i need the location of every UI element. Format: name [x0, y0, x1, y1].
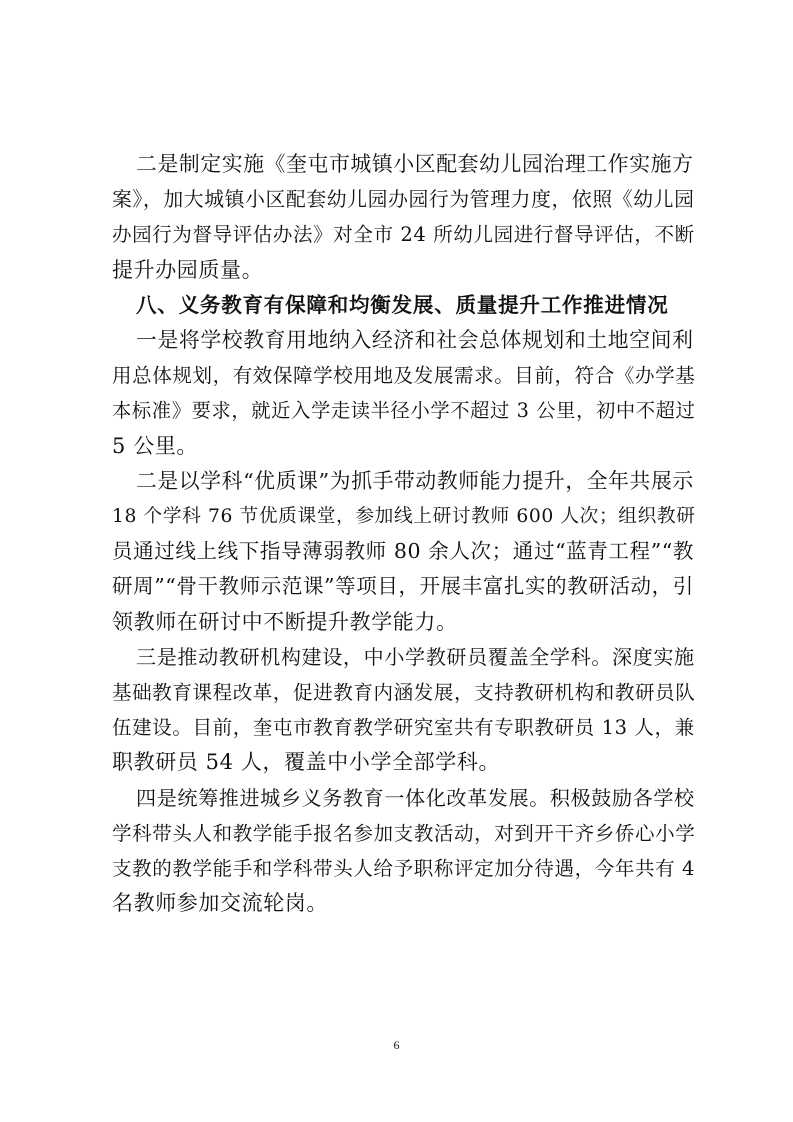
paragraph-line: 二是制定实施《奎屯市城镇小区配套幼儿园治理工作实施方	[136, 152, 694, 176]
paragraph-line: 用总体规划，有效保障学校用地及发展需求。目前，符合《办学基	[112, 364, 696, 388]
paragraph-line: 伍建设。目前，奎屯市教育教学研究室共有专职教研员 13 人，兼	[112, 716, 695, 740]
paragraph-line: 5 公里。	[112, 433, 199, 458]
page-number: 6	[393, 1038, 400, 1052]
paragraph-line: 基础教育课程改革，促进教育内涵发展，支持教研机构和教研员队	[112, 681, 696, 705]
paragraph-line: 三是推动教研机构建设，中小学教研员覆盖全学科。深度实施	[136, 644, 695, 669]
paragraph-line: 研周”“骨干教师示范课”等项目，开展丰富扎实的教研活动，引	[112, 574, 694, 599]
body-paragraph	[112, 323, 697, 464]
paragraph-line: 名教师参加交流轮岗。	[112, 891, 328, 916]
paragraph-line: 支教的教学能手和学科带头人给予职称评定加分待遇，今年共有 4	[112, 857, 696, 881]
body-paragraph	[112, 781, 697, 922]
body-paragraph	[112, 147, 697, 288]
paragraph-line: 办园行为督导评估办法》对全市 24 所幼儿园进行督导评估，不断	[112, 223, 695, 247]
section-heading: 八、义务教育有保障和均衡发展、质量提升工作推进情况	[136, 292, 669, 317]
paragraph-line: 四是统筹推进城乡义务教育一体化改革发展。积极鼓励各学校	[136, 785, 695, 810]
paragraph-line: 提升办园质量。	[112, 257, 264, 282]
paragraph-line: 案》，加大城镇小区配套幼儿园办园行为管理力度，依照《幼儿园	[112, 188, 695, 212]
paragraph-line: 二是以学科“优质课”为抓手带动教师能力提升，全年共展示	[136, 468, 694, 493]
body-paragraph	[112, 464, 697, 640]
paragraph-line: 本标准》要求，就近入学走读半径小学不超过 3 公里，初中不超过	[112, 399, 696, 423]
document-body	[112, 147, 697, 921]
paragraph-line: 职教研员 54 人，覆盖中小学全部学科。	[112, 750, 501, 775]
paragraph-line: 领教师在研讨中不断提升教学能力。	[112, 609, 458, 634]
paragraph-line: 学科带头人和教学能手报名参加支教活动，对到开干齐乡侨心小学	[112, 821, 696, 845]
paragraph-line: 18 个学科 76 节优质课堂，参加线上研讨教师 600 人次；组织教研	[112, 506, 696, 528]
body-paragraph	[112, 640, 697, 781]
paragraph-line: 员通过线上线下指导薄弱教师 80 余人次；通过“蓝青工程”“教	[112, 539, 695, 564]
paragraph-line: 一是将学校教育用地纳入经济和社会总体规划和土地空间利	[136, 328, 694, 353]
